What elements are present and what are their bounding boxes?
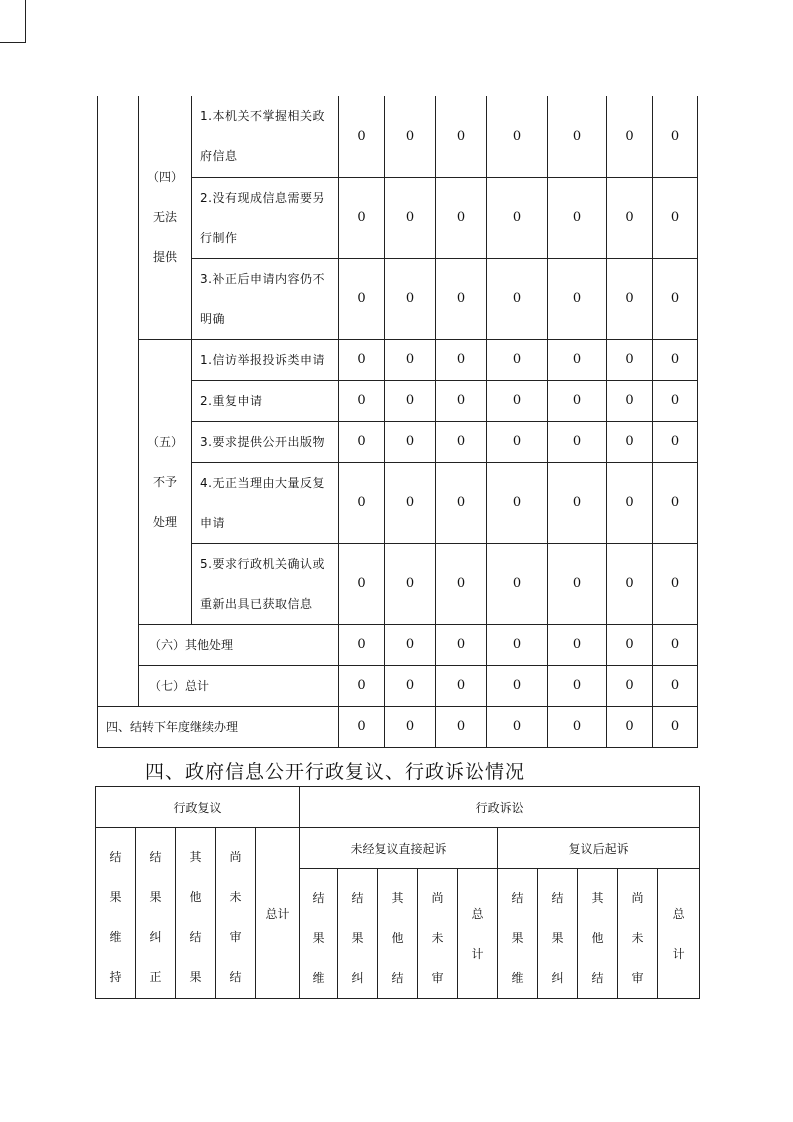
value-cell: 0	[548, 339, 607, 380]
value-cell: 0	[385, 624, 436, 665]
column-char: 结	[229, 970, 242, 984]
category-cell	[139, 339, 192, 624]
row-label	[192, 543, 339, 624]
column-char: 结	[591, 971, 604, 985]
value-cell: 0	[385, 543, 436, 624]
value-cell: 0	[653, 258, 698, 339]
value-cell: 0	[653, 380, 698, 421]
value-cell: 0	[548, 665, 607, 706]
row-label-line: 2.没有现成信息需要另	[200, 190, 325, 205]
value-cell: 0	[487, 543, 548, 624]
row-label	[192, 339, 339, 380]
row-label	[192, 96, 339, 177]
value-cell: 0	[653, 462, 698, 543]
column-char: 维	[312, 971, 325, 985]
value-cell: 0	[607, 665, 653, 706]
value-cell: 0	[607, 462, 653, 543]
value-cell: 0	[487, 380, 548, 421]
value-cell: 0	[339, 462, 385, 543]
value-cell: 0	[339, 258, 385, 339]
column-char: 他	[189, 890, 202, 904]
review-result-column	[176, 828, 216, 999]
value-cell: 0	[487, 624, 548, 665]
category-label: 提供	[152, 250, 177, 265]
litigation-result-column	[538, 869, 578, 999]
total-label: （七）总计	[139, 665, 339, 706]
row-label-line: 1.信访举报投诉类申请	[200, 352, 325, 367]
column-char: 纠	[149, 930, 162, 944]
column-char: 正	[149, 970, 162, 984]
category-cell	[139, 96, 192, 339]
row-label	[192, 258, 339, 339]
value-cell: 0	[487, 177, 548, 258]
column-char: 总	[471, 906, 484, 921]
row-label	[192, 380, 339, 421]
value-cell: 0	[436, 462, 487, 543]
column-char: 审	[431, 971, 444, 985]
column-char: 未	[431, 931, 444, 945]
value-cell: 0	[487, 258, 548, 339]
outer-label-cell	[98, 96, 139, 706]
litigation-result-column	[418, 869, 458, 999]
value-cell: 0	[607, 624, 653, 665]
column-char: 结	[312, 891, 325, 905]
value-cell: 0	[339, 543, 385, 624]
row-label-line: 3.要求提供公开出版物	[200, 434, 325, 449]
row-label	[192, 421, 339, 462]
value-cell: 0	[607, 421, 653, 462]
review-result-column	[136, 828, 176, 999]
value-cell: 0	[487, 339, 548, 380]
row-label-line: 行制作	[200, 230, 238, 245]
column-char: 果	[312, 931, 325, 945]
value-cell: 0	[548, 624, 607, 665]
litigation-result-column	[618, 869, 658, 999]
column-char: 他	[391, 931, 404, 945]
value-cell: 0	[548, 543, 607, 624]
column-char: 果	[351, 931, 364, 945]
value-cell: 0	[436, 339, 487, 380]
row-label	[192, 177, 339, 258]
value-cell: 0	[607, 177, 653, 258]
litigation-result-column	[338, 869, 378, 999]
value-cell: 0	[548, 177, 607, 258]
value-cell: 0	[653, 706, 698, 747]
value-cell: 0	[487, 421, 548, 462]
value-cell: 0	[653, 177, 698, 258]
after-review-header: 复议后起诉	[498, 828, 700, 869]
value-cell: 0	[548, 462, 607, 543]
column-char: 果	[551, 931, 564, 945]
value-cell: 0	[653, 665, 698, 706]
value-cell: 0	[385, 339, 436, 380]
column-char: 持	[109, 970, 122, 984]
other-label: （六）其他处理	[139, 624, 339, 665]
row-label-line: 重新出具已获取信息	[200, 596, 313, 611]
value-cell: 0	[436, 543, 487, 624]
column-char: 维	[511, 971, 524, 985]
table-row	[98, 96, 698, 177]
column-char: 总	[672, 906, 685, 921]
column-char: 结	[149, 850, 162, 864]
value-cell: 0	[607, 380, 653, 421]
value-cell: 0	[339, 624, 385, 665]
column-char: 计	[672, 946, 685, 961]
value-cell: 0	[653, 543, 698, 624]
carry-over-label: 四、结转下年度继续办理	[98, 706, 339, 747]
value-cell: 0	[385, 706, 436, 747]
row-label-line: 申请	[200, 515, 226, 530]
category-label: 处理	[152, 514, 177, 529]
row-label-line: 5.要求行政机关确认或	[200, 556, 325, 571]
table-row	[98, 624, 698, 665]
value-cell: 0	[385, 258, 436, 339]
value-cell: 0	[436, 177, 487, 258]
value-cell: 0	[339, 339, 385, 380]
row-label-line: 3.补正后申请内容仍不	[200, 271, 325, 286]
column-char: 尚	[431, 891, 444, 905]
value-cell: 0	[436, 380, 487, 421]
value-cell: 0	[607, 258, 653, 339]
column-char: 未	[229, 890, 242, 904]
value-cell: 0	[436, 624, 487, 665]
value-cell: 0	[436, 665, 487, 706]
value-cell: 0	[436, 258, 487, 339]
column-char: 计	[471, 946, 484, 961]
value-cell: 0	[653, 624, 698, 665]
value-cell: 0	[339, 177, 385, 258]
litigation-header: 行政诉讼	[300, 787, 700, 828]
value-cell: 0	[653, 339, 698, 380]
review-header: 行政复议	[96, 787, 300, 828]
value-cell: 0	[339, 421, 385, 462]
column-char: 结	[391, 971, 404, 985]
column-char: 纠	[351, 971, 364, 985]
table-row	[98, 706, 698, 747]
review-result-column	[96, 828, 136, 999]
section-title: 四、政府信息公开行政复议、行政诉讼情况	[145, 761, 526, 783]
value-cell: 0	[487, 665, 548, 706]
page-corner-mark	[0, 0, 26, 43]
value-cell: 0	[385, 177, 436, 258]
litigation-result-column	[578, 869, 618, 999]
category-label: （四）	[146, 170, 183, 185]
value-cell: 0	[339, 706, 385, 747]
review-result-column	[216, 828, 256, 999]
value-cell: 0	[436, 96, 487, 177]
column-char: 果	[149, 890, 162, 904]
category-label: 不予	[152, 474, 177, 489]
column-char: 果	[511, 931, 524, 945]
column-char: 结	[511, 891, 524, 905]
row-label-line: 1.本机关不掌握相关政	[200, 109, 325, 124]
column-char: 尚	[631, 891, 644, 905]
row-label-line: 府信息	[200, 149, 238, 164]
value-cell: 0	[548, 96, 607, 177]
value-cell: 0	[607, 543, 653, 624]
review-litigation-table	[95, 786, 700, 999]
row-label-line: 明确	[200, 311, 226, 326]
row-label	[192, 462, 339, 543]
value-cell: 0	[653, 421, 698, 462]
value-cell: 0	[487, 96, 548, 177]
value-cell: 0	[436, 706, 487, 747]
value-cell: 0	[548, 380, 607, 421]
category-label: （五）	[146, 434, 183, 449]
value-cell: 0	[548, 258, 607, 339]
column-char: 其	[391, 891, 404, 905]
value-cell: 0	[607, 96, 653, 177]
litigation-total-label	[658, 869, 700, 999]
litigation-result-column	[378, 869, 418, 999]
category-label: 无法	[152, 210, 177, 225]
table-row	[98, 665, 698, 706]
result-table	[97, 96, 698, 748]
value-cell: 0	[607, 339, 653, 380]
value-cell: 0	[339, 380, 385, 421]
column-char: 纠	[551, 971, 564, 985]
column-char: 他	[591, 931, 604, 945]
value-cell: 0	[548, 421, 607, 462]
value-cell: 0	[385, 421, 436, 462]
value-cell: 0	[385, 96, 436, 177]
table-row	[98, 339, 698, 380]
value-cell: 0	[385, 462, 436, 543]
value-cell: 0	[487, 462, 548, 543]
column-char: 尚	[229, 850, 242, 864]
value-cell: 0	[436, 421, 487, 462]
litigation-result-column	[300, 869, 338, 999]
column-char: 审	[229, 930, 242, 944]
column-char: 审	[631, 971, 644, 985]
value-cell: 0	[653, 96, 698, 177]
row-label-line: 2.重复申请	[200, 393, 263, 408]
column-char: 果	[109, 890, 122, 904]
value-cell: 0	[548, 706, 607, 747]
column-char: 结	[351, 891, 364, 905]
column-char: 其	[189, 850, 202, 864]
review-total-label: 总计	[256, 828, 300, 999]
value-cell: 0	[487, 706, 548, 747]
direct-litigation-header: 未经复议直接起诉	[300, 828, 498, 869]
value-cell: 0	[385, 665, 436, 706]
value-cell: 0	[339, 96, 385, 177]
litigation-total-label	[458, 869, 498, 999]
value-cell: 0	[607, 706, 653, 747]
column-char: 结	[551, 891, 564, 905]
column-char: 结	[109, 850, 122, 864]
column-char: 结	[189, 930, 202, 944]
value-cell: 0	[339, 665, 385, 706]
litigation-result-column	[498, 869, 538, 999]
value-cell: 0	[385, 380, 436, 421]
column-char: 果	[189, 970, 202, 984]
row-label-line: 4.无正当理由大量反复	[200, 475, 325, 490]
column-char: 维	[109, 930, 122, 944]
column-char: 其	[591, 891, 604, 905]
column-char: 未	[631, 931, 644, 945]
